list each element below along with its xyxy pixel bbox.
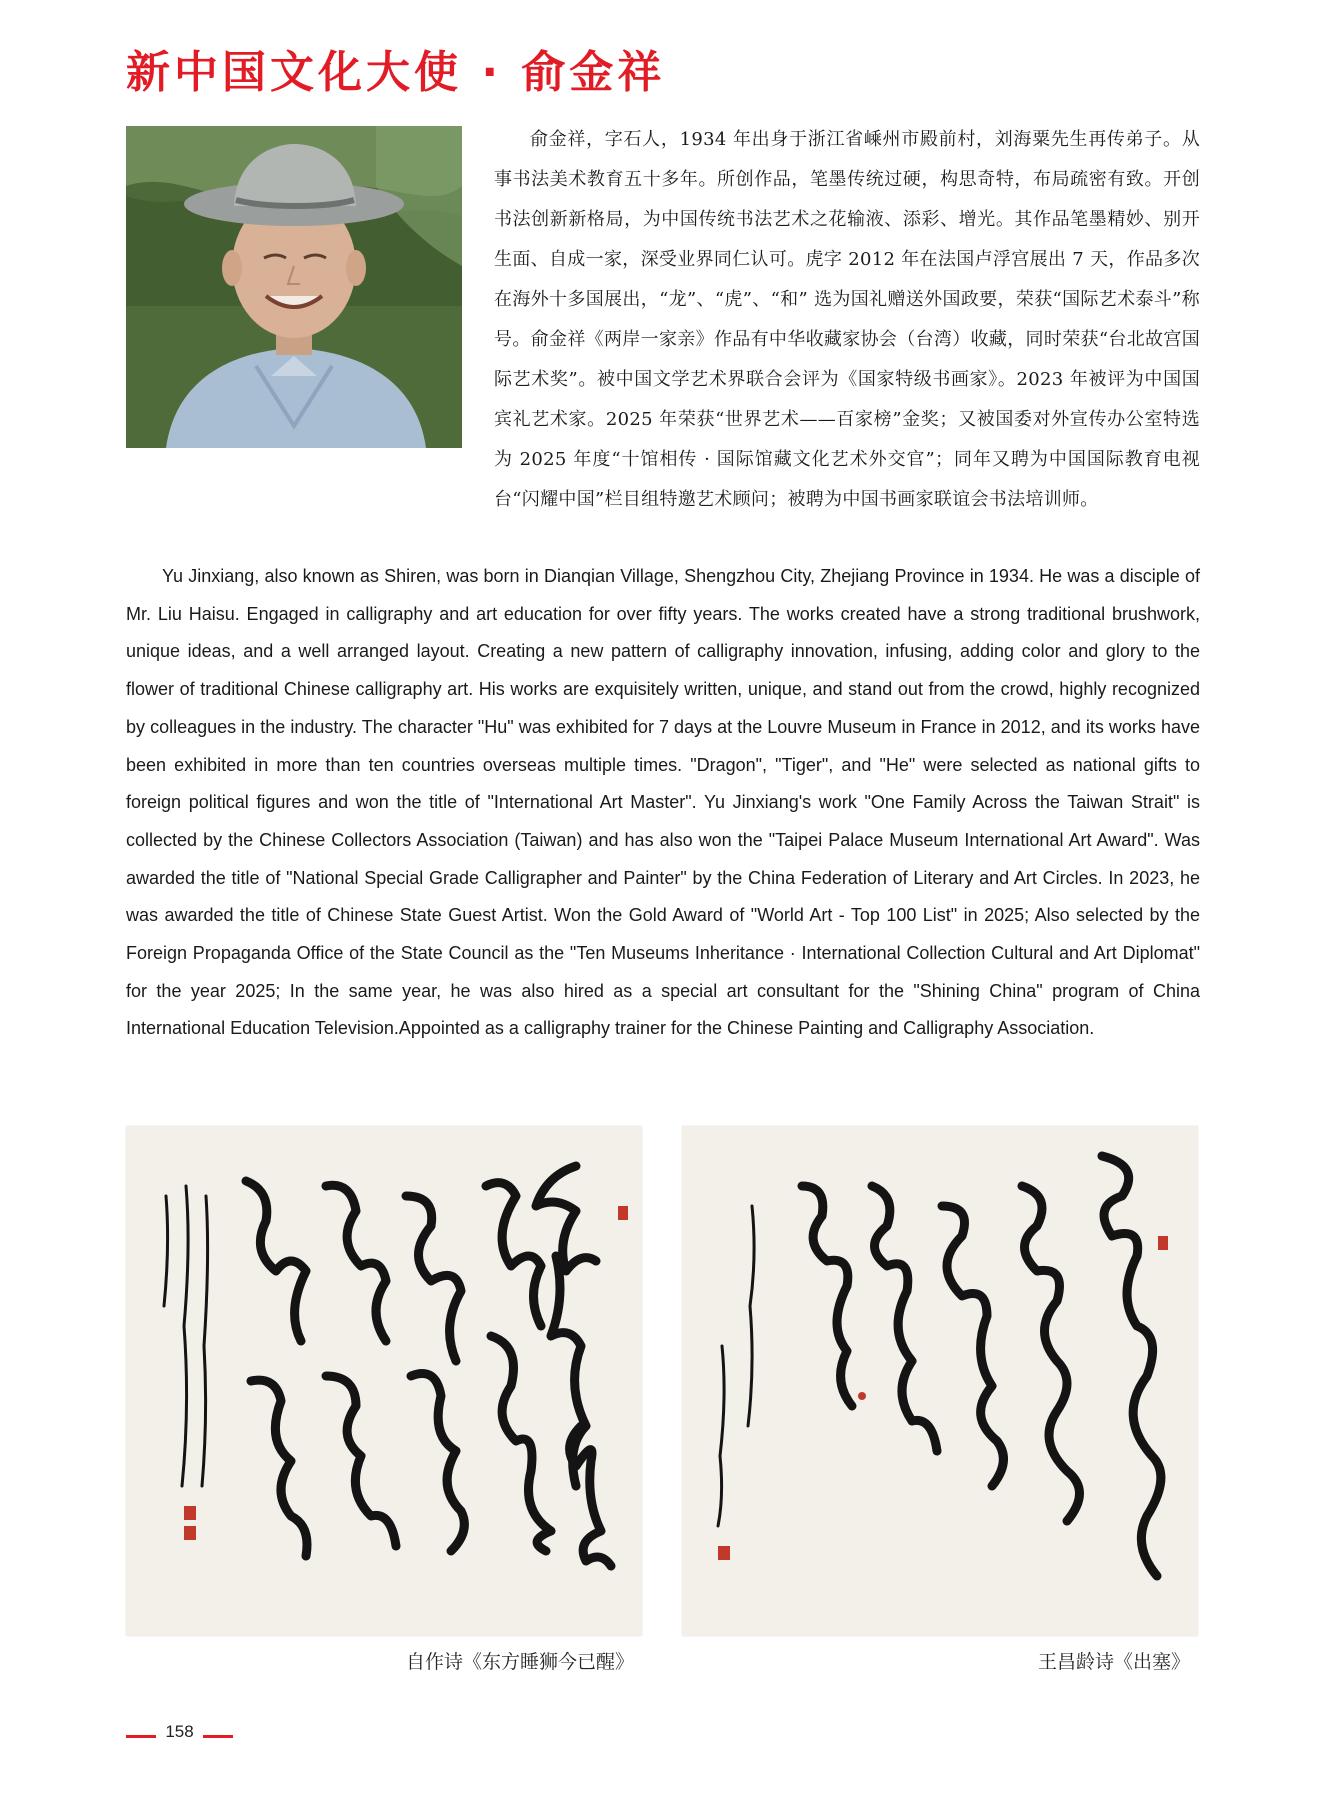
page-number-rule-left (126, 1735, 156, 1738)
calligraphy-artwork-left (126, 1126, 642, 1636)
bio-english: Yu Jinxiang, also known as Shiren, was born in Dianqian Village, Shengzhou City, Zhejiang Province in 1934. He was a disciple of Mr. Liu Haisu. Engaged in calligraphy and art education for over fifty years. The works created have a strong traditional brushwork, unique ideas, and a well arranged layout. Creating a new pattern of calligraphy innovation, infusing, adding color and glory to the flower of traditional Chinese calligraphy art. His works are exquisitely written, unique, and stand out from the crowd, highly recognized by colleagues in the industry. The character "Hu" was exhibited for 7 days at the Louvre Museum in France in 2012, and its works have been exhibited in more than ten countries overseas multiple times. "Dragon", "Tiger", and "He" were selected as national gifts to foreign political figures and won the title of "International Art Master". Yu Jinxiang's work "One Family Across the Taiwan Strait" is collected by the Chinese Collectors Association (Taiwan) and has also won the "Taipei Palace Museum International Art Award". Was awarded the title of "National Special Grade Calligrapher and Painter" by the China Federation of Literary and Art Circles. In 2023, he was awarded the title of Chinese State Guest Artist. Won the Gold Award of "World Art - Top 100 List" in 2025; Also selected by the Foreign Propaganda Office of the State Council as the "Ten Museums Inheritance · International Collection Cultural and Art Diplomat" for the year 2025; In the same year, he was also hired as a special art consultant for the "Shining China" program of China International Education Television.Appointed as a calligraphy trainer for the Chinese Painting and Calligraphy Association. (126, 566, 1200, 1039)
page-number-rule-right (203, 1735, 233, 1738)
bio-chinese: 俞金祥，字石人，1934 年出身于浙江省嵊州市殿前村，刘海粟先生再传弟子。从事书法美术教育五十多年。所创作品，笔墨传统过硬，构思奇特，布局疏密有致。开创书法创新新格局，为中国传统书法艺术之花输液、添彩、增光。其作品笔墨精妙、别开生面、自成一家，深受业界同仁认可。虎字 2012 年在法国卢浮宫展出 7 天，作品多次在海外十多国展出，“龙”、“虎”、“和” 选为国礼赠送外国政要，荣获“国际艺术泰斗”称号。俞金祥《两岸一家亲》作品有中华收藏家协会（台湾）收藏，同时荣获“台北故宫国际艺术奖”。被中国文学艺术界联合会评为《国家特级书画家》。2023 年被评为中国国宾礼艺术家。2025 年荣获“世界艺术——百家榜”金奖；又被国委对外宣传办公室特选为 2025 年度“十馆相传 · 国际馆藏文化艺术外交官”；同年又聘为中国国际教育电视台“闪耀中国”栏目组特邀艺术顾问；被聘为中国书画家联谊会书法培训师。 (494, 129, 1200, 510)
artist-portrait (126, 126, 462, 448)
page-title: 新中国文化大使 · 俞金祥 (126, 47, 666, 98)
artwork-caption-right: 王昌龄诗《出塞》 (1037, 1651, 1190, 1673)
page-number: 158 (165, 1722, 194, 1741)
calligraphy-artwork-right (682, 1126, 1198, 1636)
artwork-caption-left: 自作诗《东方睡狮今已醒》 (405, 1651, 634, 1673)
